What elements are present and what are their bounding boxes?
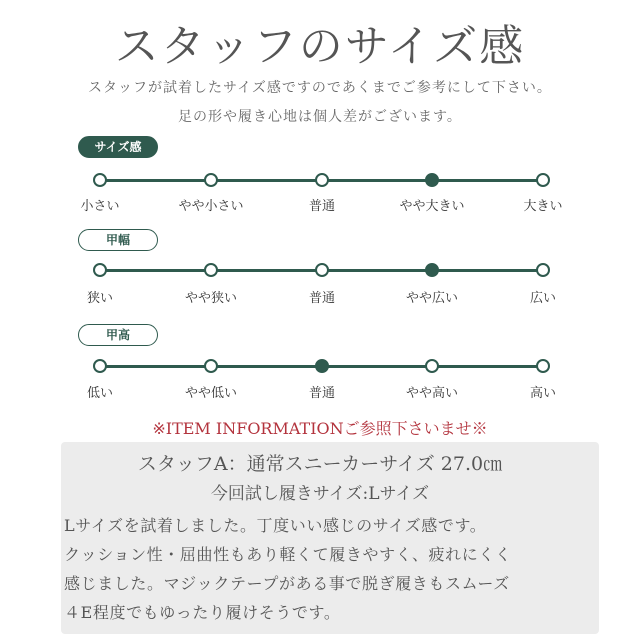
- size-feel-dot-1: [204, 173, 218, 187]
- instep-height-dot-2: [315, 359, 329, 373]
- instep-width-dot-0: [93, 263, 107, 277]
- instep-width-label-4: 広い: [529, 291, 556, 306]
- size-feel-dot-4: [536, 173, 550, 187]
- size-feel-label-2: 普通: [308, 199, 335, 214]
- instep-width-label-1: やや狭い: [184, 291, 237, 306]
- size-feel-label-4: 大きい: [523, 199, 563, 214]
- page-title: スタッフのサイズ感: [114, 21, 526, 72]
- instep-width-dot-4: [536, 263, 550, 277]
- instep-width-dot-1: [204, 263, 218, 277]
- review-line: 感じました。マジックテープがある事で脱ぎ履きもスムーズ: [64, 574, 510, 593]
- instep-height-dot-4: [536, 359, 550, 373]
- review-line: Lサイズを試着しました。丁度いい感じのサイズ感です。: [64, 516, 487, 535]
- instep-height-dot-3: [425, 359, 439, 373]
- instep-width-dot-3: [425, 263, 439, 277]
- instep-height-pill: 甲高: [78, 324, 158, 346]
- instep-width-pill: 甲幅: [78, 229, 158, 251]
- size-feel-label-3: やや大きい: [399, 199, 465, 214]
- subtitle-disclaimer: 足の形や履き心地は個人差がございます。: [178, 109, 462, 125]
- size-feel-label-1: やや小さい: [178, 199, 244, 214]
- instep-height-label-2: 普通: [308, 386, 335, 401]
- instep-height-dot-1: [204, 359, 218, 373]
- item-information-notice: ※ITEM INFORMATIONご参照下さいませ※: [152, 419, 488, 438]
- staff-usual-size: スタッフA：通常スニーカーサイズ 27.0㎝: [137, 453, 503, 475]
- instep-height-label-3: やや高い: [405, 386, 458, 401]
- instep-width-label-3: やや広い: [405, 291, 458, 306]
- instep-width-dot-2: [315, 263, 329, 277]
- instep-width-label-0: 狭い: [86, 291, 113, 306]
- size-feel-dot-0: [93, 173, 107, 187]
- size-feel-label-0: 小さい: [80, 199, 120, 214]
- instep-height-label-4: 高い: [529, 386, 556, 401]
- instep-height-label-0: 低い: [86, 386, 113, 401]
- size-feel-dot-3: [425, 173, 439, 187]
- instep-width-label-2: 普通: [308, 291, 335, 306]
- instep-height-dot-0: [93, 359, 107, 373]
- size-feel-dot-2: [315, 173, 329, 187]
- review-line: ４E程度でもゆったり履けそうです。: [64, 603, 341, 622]
- instep-height-label-1: やや低い: [184, 386, 237, 401]
- size-feel-pill: サイズ感: [78, 136, 158, 158]
- tried-size: 今回試し履きサイズ:Lサイズ: [210, 484, 430, 504]
- review-line: クッション性・屈曲性もあり軽くて履きやすく、疲れにくく: [64, 545, 512, 564]
- subtitle-note: スタッフが試着したサイズ感ですのであくまでご参考にして下さい。: [88, 80, 552, 96]
